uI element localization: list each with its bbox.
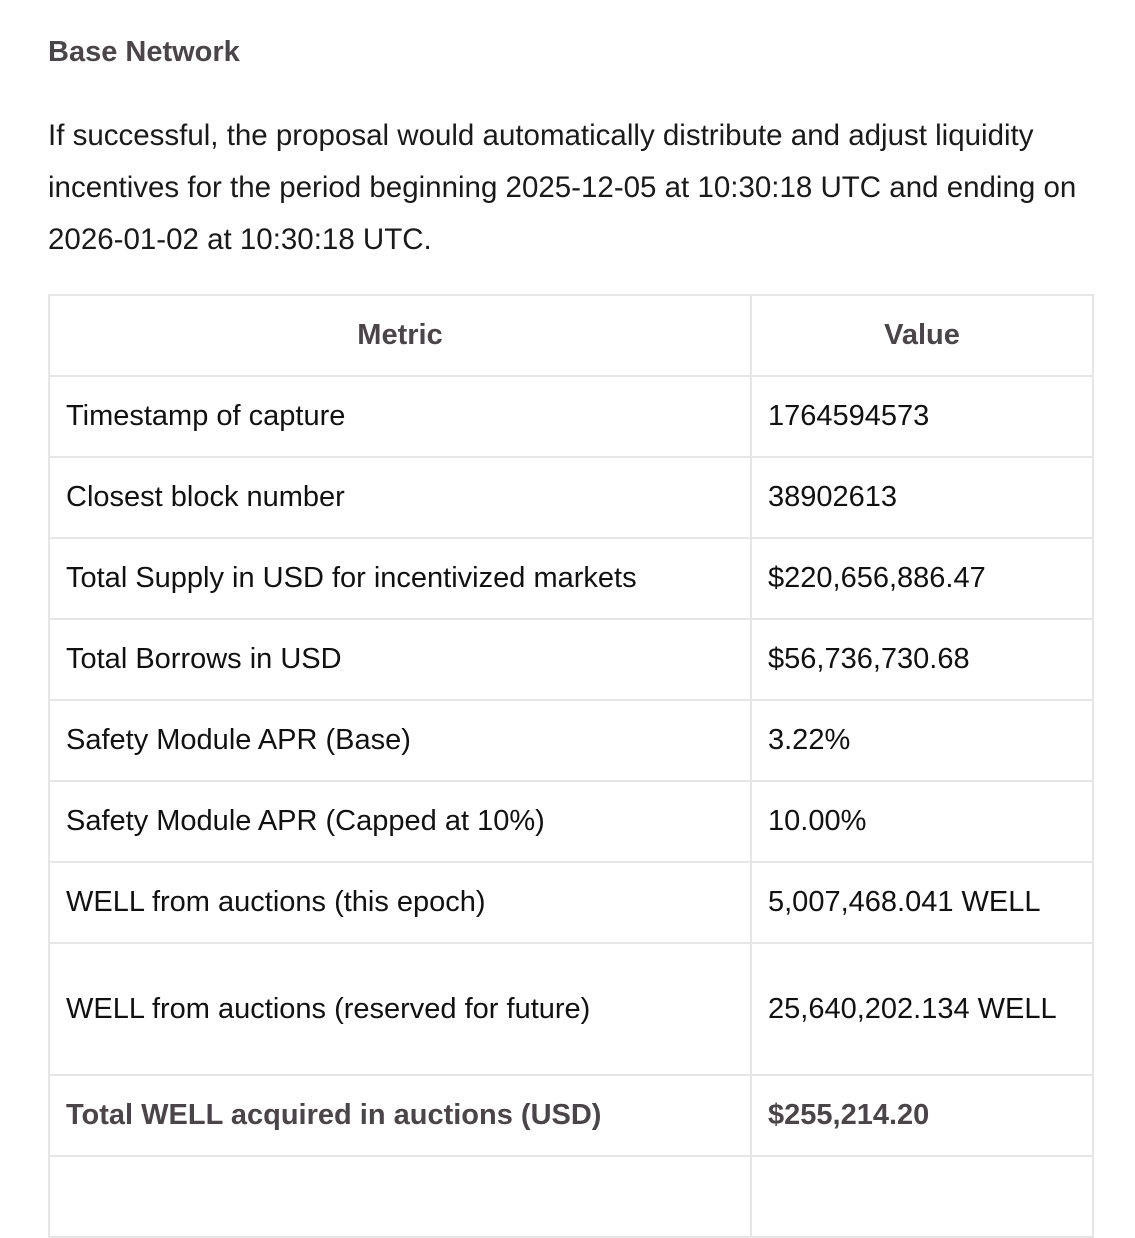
- table-row: [49, 457, 1093, 538]
- column-header-metric: Metric: [49, 295, 751, 376]
- empty-cell: [751, 1156, 1093, 1237]
- value-cell: $56,736,730.68: [751, 619, 1093, 700]
- value-cell: 25,640,202.134 WELL: [751, 943, 1093, 1075]
- metrics-table: [48, 294, 1094, 1238]
- column-header-value: Value: [751, 295, 1093, 376]
- metric-cell: Closest block number: [49, 457, 751, 538]
- value-cell: 1764594573: [751, 376, 1093, 457]
- table-row: [49, 943, 1093, 1075]
- metric-cell: Total WELL acquired in auctions (USD): [49, 1075, 751, 1156]
- table-row: [49, 538, 1093, 619]
- metric-cell: WELL from auctions (reserved for future): [49, 943, 751, 1075]
- proposal-description: If successful, the proposal would automatically distribute and adjust liquidity incentives for the period beginning 2025-12-05 at 10:30:18 UTC and ending on 2026-01-02 at 10:30:18 UTC.: [48, 119, 1077, 256]
- value-cell: 38902613: [751, 457, 1093, 538]
- table-row: [49, 781, 1093, 862]
- section-heading: Base Network: [48, 36, 240, 68]
- table-header-row: [49, 295, 1093, 376]
- metric-cell: Total Supply in USD for incentivized markets: [49, 538, 751, 619]
- table-row: [49, 376, 1093, 457]
- metric-cell: Timestamp of capture: [49, 376, 751, 457]
- metric-cell: Safety Module APR (Base): [49, 700, 751, 781]
- value-cell: $220,656,886.47: [751, 538, 1093, 619]
- empty-cell: [49, 1156, 751, 1237]
- value-cell: $255,214.20: [751, 1075, 1093, 1156]
- value-cell: 10.00%: [751, 781, 1093, 862]
- table-row-total: [49, 1075, 1093, 1156]
- table-row: [49, 862, 1093, 943]
- metric-cell: Total Borrows in USD: [49, 619, 751, 700]
- value-cell: 5,007,468.041 WELL: [751, 862, 1093, 943]
- metric-cell: WELL from auctions (this epoch): [49, 862, 751, 943]
- metric-cell: Safety Module APR (Capped at 10%): [49, 781, 751, 862]
- table-row-empty: [49, 1156, 1093, 1237]
- value-cell: 3.22%: [751, 700, 1093, 781]
- table-row: [49, 700, 1093, 781]
- table-row: [49, 619, 1093, 700]
